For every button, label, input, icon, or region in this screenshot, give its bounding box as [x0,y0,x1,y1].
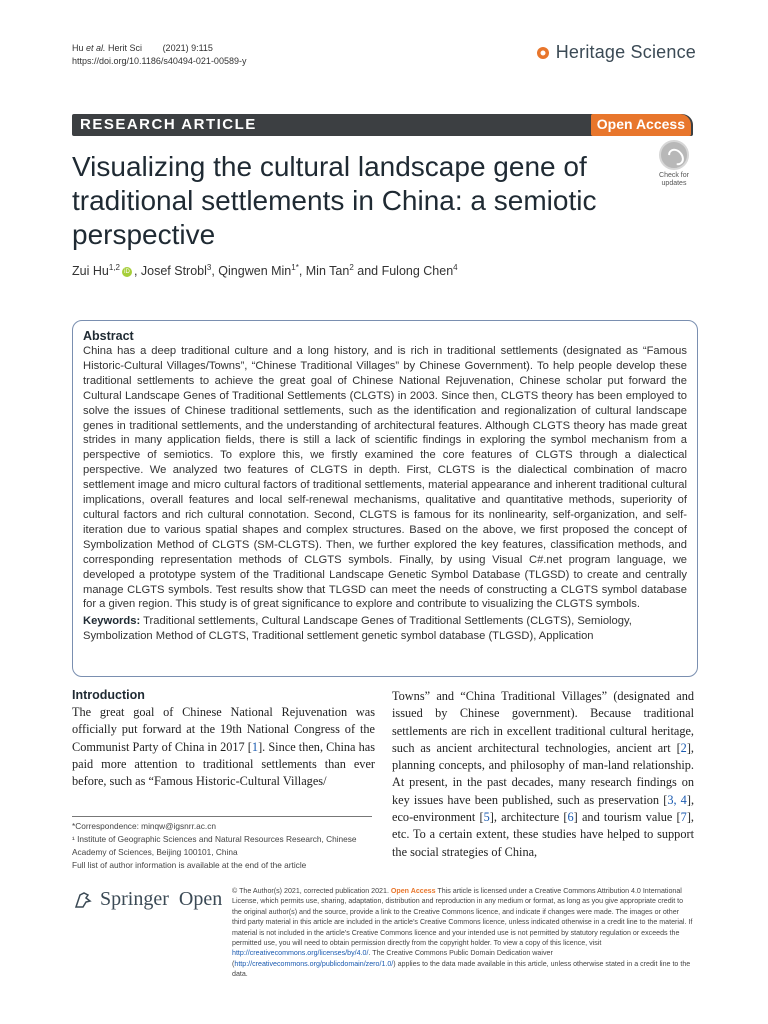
citation: Hu et al. Herit Sci [72,43,143,53]
running-header [72,42,246,68]
springer-open-logo[interactable] [72,888,222,911]
license-text: © The Author(s) 2021, corrected publication 2021. Open Access This article is licensed under a Creative Commons Attribution 4.0 International License, which permits use, sharing, adaptation, distribution and reproduction in any medium or format, as long as you give appropriate credit to the original author(s) and the source, provide a link to the Creative Commons licence, and indicate if changes were made. The images or other third party material in this article are included in the article’s Creative Commons licence, unless indicated otherwise in a credit line to the material. If material is not included in the article’s Creative Commons licence and your intended use is not permitted by statutory regulation or exceeds the permitted use, you will need to obtain permission directly from the copyright holder. To view a copy of this licence, visit http://creativecommons.org/licenses/by/4.0/. The Creative Commons Public Domain Dedication waiver (http://creativecommons.org/publicdomain/zero/1.0/) applies to the data made available in this article, unless otherwise stated in a credit line to the data. [232,887,693,979]
abstract-text: China has a deep traditional culture and a long history, and is rich in traditional settlements (designated as “Famous Historic-Cultural Villages/Towns”, “Chinese Traditional Villages” by Chinese Government). To help people develop these traditional settlements to achieve the great goal of Chinese National Rejuvenation, Chinese scholar put forward the Cultural Landscape Genes of Traditional Settlements (CLGTS) in 2003. Since then, CLGTS theory has been employed to solve the issues of Chinese traditional settlements, such as the identification and regionalization of cultural landscape genes in traditional settlements, and the understanding of architectural features. Although CLGTS theory has made great strides in many application fields, there is still a lack of scientific findings in exploring the symbol mechanism from a perspective of semiotics. To explore this, we firstly examined the core features of CLGTS through a dialectical perspective. We analyzed two features of CLGTS in depth. First, CLGTS is the dialectical combination of macro settlement image and micro cultural factors of traditional settlements, material appearance and inherent traditional cultural implications, overall features and local self-renewal mechanisms, qualitative and quantitative methods, superiority of cultural factors and rich cultural connotation. Second, CLGTS is famous for its nonlinearity, self-organization, and self-iteration due to various spatial shapes and complex structures. Based on the above, we first proposed the concept of Symbolization Method of CLGTS (SM-CLGTS). Then, we further explored the key features, classification methods, and corresponding representation methods of CLGTS symbols. Finally, by using Visual C#.net program language, we developed a prototype system of the Traditional Landscape Genetic Symbol Database (TLGSD) to create and centrally manage CLGTS symbols. Test results show that TLGSD can meet the needs of constructing a CLGTS symbol database for a given region. This study is of great significance to explore and contribute to visualizing the CLGTS symbols. [83,345,687,611]
orcid-icon[interactable]: iD [122,267,132,277]
body-column-left [72,688,375,790]
abstract-box [72,320,698,677]
publisher-name: Springer [100,888,169,910]
article-title: Visualizing the cultural landscape gene of traditional settlements in China: a semiotic perspective [72,151,597,250]
citation-link[interactable]: 3, 4 [667,792,687,807]
author-list: Zui Hu$^{1,2}$ iD , Josef Strobl$^3$, Qingwen Min$^{1*}$, Min Tan$^2$ and Fulong Chen$^4$ [72,263,458,279]
license-link[interactable]: http://creativecommons.org/licenses/by/4.0/ [232,949,369,958]
author-name[interactable]: Zui Hu [72,264,109,279]
abstract-heading: Abstract [83,329,134,343]
correspondence: *Correspondence: minqw@igsnrr.ac.cn [72,821,217,831]
springer-horse-icon [72,889,94,911]
year-volume: (2021) 9:115 [162,43,213,53]
check-updates-label: Check for updates [659,172,689,187]
citation-link[interactable]: 1 [251,739,259,754]
author-name[interactable]: , Qingwen Min [211,264,292,279]
author-name[interactable]: , Min Tan [298,264,350,279]
introduction-paragraph-continued: Towns” and “China Traditional Villages” (designated and issued by Chinese government). Because traditional settlements are rich in excellent traditional cultural heritage, such as ancient architectural technologies, ancient art [2], planning concepts, and philosophy of man-land relationship. At present, in the past decades, many research findings on key issues have been published, such as preservation [3, 4], eco-environment [5], architecture [6] and tourism value [7], etc. To a certain extent, these studies have helped to support the social strategies of China, [392,689,695,859]
public-domain-link[interactable]: http://creativecommons.org/publicdomain/zero/1.0/ [234,959,394,968]
author-name[interactable]: , Josef Strobl [133,264,207,279]
affiliation: ¹ Institute of Geographic Sciences and Natural Resources Research, Chinese Academy of Sciences, Beijing 100101, China [72,834,357,857]
citation-link[interactable]: 5 [483,810,490,825]
heritage-science-logo-icon [536,46,550,60]
author-info-note: Full list of author information is available at the end of the article [72,860,307,870]
citation-link[interactable]: 7 [680,810,687,825]
open-access-badge: Open Access [591,114,691,136]
citation-link[interactable]: 2 [680,740,687,755]
journal-brand[interactable] [536,42,696,63]
citation-link[interactable]: 6 [567,810,574,825]
introduction-heading: Introduction [72,688,145,702]
doi-link[interactable]: https://doi.org/10.1186/s40494-021-00589-y [72,56,247,66]
publisher-open: Open [178,888,223,910]
footnotes [72,816,372,872]
check-updates-icon [659,140,689,170]
article-type: RESEARCH ARTICLE [80,116,257,133]
body-column-right [392,688,694,861]
journal-name: Heritage Science [555,42,696,62]
keywords: Keywords: Traditional settlements, Cultural Landscape Genes of Traditional Settlements (CLGTS), Semiology, Symbolization Method of CLGTS, Traditional settlement genetic symbol database (TLGSD), Application [83,615,632,643]
introduction-paragraph: The great goal of Chinese National Rejuvenation was officially put forward at the 19th National Congress of the Communist Party of China in 2017 [1]. Since then, China has paid more attention to traditional settlements than ever before, such as “Famous Historic-Cultural Villages/ [72,705,376,789]
check-for-updates-button[interactable] [654,140,694,188]
author-name[interactable]: and Fulong Chen [353,264,454,279]
